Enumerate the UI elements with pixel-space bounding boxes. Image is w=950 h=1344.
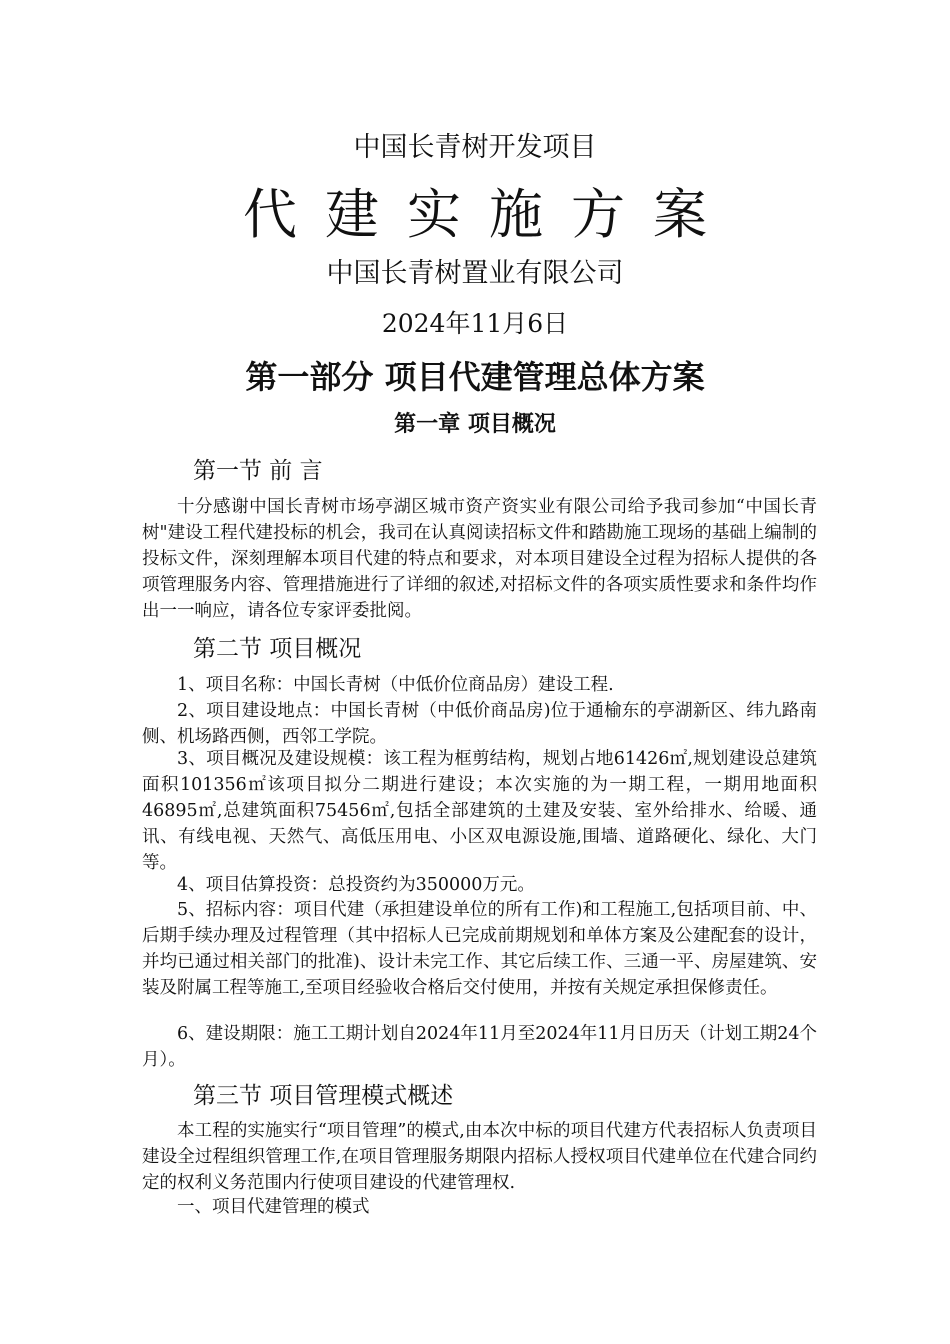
section-2-item: 4、项目估算投资：总投资约为350000万元。: [177, 875, 535, 895]
section-2-title: 第二节 项目概况: [193, 636, 362, 662]
project-name: 中国长青树开发项目: [353, 132, 597, 163]
document-title: 代建实施方案: [243, 183, 735, 246]
section-3-paragraph: 本工程的实施实行“项目管理”的模式,由本次中标的项目代建方代表招标人负责项目建设全过程组织管理工作,在项目管理服务期限内招标人授权项目代建单位在代建合同约定的权利义务范围内行使项目建设的代建管理权.: [142, 1121, 817, 1193]
section-3-title: 第三节 项目管理模式概述: [193, 1083, 454, 1109]
document-date: 2024年11月6日: [381, 309, 569, 338]
section-1-paragraph: 十分感谢中国长青树市场亭湖区城市资产资实业有限公司给予我司参加“中国长青树"建设工程代建投标的机会，我司在认真阅读招标文件和踏勘施工现场的基础上编制的投标文件，深刻理解本项目代建的特点和要求，对本项目建设全过程为招标人提供的各项管理服务内容、管理措施进行了详细的叙述,对招标文件的各项实质性要求和条件均作出一一响应，请各位专家评委批阅。: [142, 497, 817, 621]
section-1-title: 第一节 前 言: [193, 458, 323, 484]
chapter-title: 第一章 项目概况: [394, 411, 556, 437]
section-2-item: 6、建设期限：施工工期计划自2024年11月至2024年11月日历天（计划工期24个月）。: [142, 1024, 817, 1070]
company-name: 中国长青树置业有限公司: [326, 258, 624, 289]
part-title: 第一部分 项目代建管理总体方案: [245, 358, 705, 396]
section-2-item: 3、项目概况及建设规模：该工程为框剪结构，规划占地61426㎡,规划建设总建筑面积101356㎡该项目拟分二期进行建设；本次实施的为一期工程，一期用地面积46895㎡,总建筑面积75456㎡,包括全部建筑的土建及安装、室外给排水、给暖、通讯、有线电视、天然气、高低压用电、小区双电源设施,围墙、道路硬化、绿化、大门等。: [142, 749, 817, 873]
section-2-item: 2、项目建设地点：中国长青树（中低价商品房)位于通榆东的亭湖新区、纬九路南侧、机场路西侧，西邻工学院。: [142, 701, 817, 747]
section-2-item: 5、招标内容：项目代建（承担建设单位的所有工作)和工程施工,包括项目前、中、后期手续办理及过程管理（其中招标人已完成前期规划和单体方案及公建配套的设计，并均已通过相关部门的批准)、设计未完工作、其它后续工作、三通一平、房屋建筑、安装及附属工程等施工,至项目经验收合格后交付使用，并按有关规定承担保修责任。: [142, 900, 817, 998]
section-2-item: 1、项目名称：中国长青树（中低价位商品房）建设工程.: [177, 675, 614, 695]
section-3-subheading: 一、项目代建管理的模式: [177, 1197, 370, 1217]
